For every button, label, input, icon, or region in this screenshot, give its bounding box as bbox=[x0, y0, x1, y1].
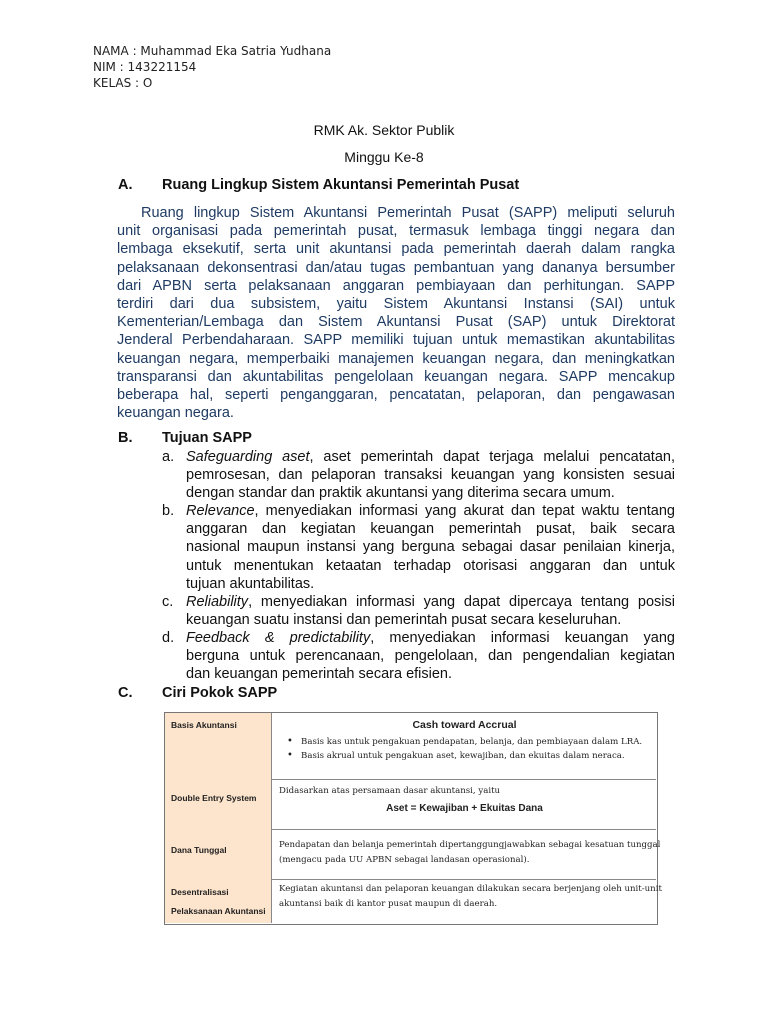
student-name: NAMA : Muhammad Eka Satria Yudhana bbox=[93, 44, 332, 58]
goal-line: untuk menentukan ketaatan terhadap otorisasi anggaran dan untuk bbox=[186, 557, 675, 574]
goal-item-c bbox=[162, 593, 675, 629]
double-entry-label: Double Entry System bbox=[165, 779, 272, 829]
dana-tunggal-content bbox=[273, 829, 661, 879]
basis-title: Cash toward Accrual bbox=[412, 719, 517, 731]
section-c-letter: C. bbox=[118, 685, 133, 701]
section-a-paragraph bbox=[117, 204, 675, 422]
table-text-line: Kegiatan akuntansi dan pelaporan keuangan dilakukan secara berjenjang oleh unit-unit bbox=[279, 884, 662, 894]
table-text-line: (mengacu pada UU APBN sebagai landasan operasional). bbox=[279, 855, 530, 865]
goal-text: , menyediakan informasi yang dapat dipercaya tentang posisi bbox=[248, 594, 675, 610]
double-entry-content bbox=[273, 779, 656, 829]
double-entry-text: Didasarkan atas persamaan dasar akuntansi, yaitu bbox=[279, 786, 501, 796]
desentralisasi-label-line: Desentralisasi bbox=[171, 887, 229, 897]
accounting-equation: Aset = Kewajiban + Ekuitas Dana bbox=[386, 803, 543, 814]
paragraph-line: Kementerian/Lembaga dan Sistem Akuntansi Pusat (SAP) untuk Direktorat bbox=[117, 314, 675, 331]
list-marker: c. bbox=[162, 594, 174, 610]
paragraph-line: dari APBN serta pelaksanaan anggaran pembiayaan dan perhitungan. SAPP bbox=[117, 277, 675, 294]
paragraph-line: terdiri dari dua subsistem, yaitu Sistem Akuntansi Instansi (SAI) untuk bbox=[117, 296, 675, 313]
document-subtitle: Minggu Ke-8 bbox=[344, 149, 424, 165]
basis-bullets bbox=[293, 735, 650, 763]
table-row-dana-tunggal bbox=[165, 829, 661, 880]
basis-content bbox=[273, 713, 656, 779]
document-title: RMK Ak. Sektor Publik bbox=[313, 122, 455, 138]
section-b-heading bbox=[118, 429, 252, 447]
section-a-heading bbox=[118, 176, 519, 194]
goal-term: Reliability bbox=[186, 594, 249, 610]
list-marker: b. bbox=[162, 503, 175, 519]
paragraph-line: unit organisasi pada pemerintah pusat, termasuk lembaga tinggi negara dan bbox=[117, 223, 675, 240]
table-row-basis bbox=[165, 713, 656, 780]
desentralisasi-label-line: Pelaksanaan Akuntansi bbox=[171, 906, 266, 916]
student-nim: NIM : 143221154 bbox=[93, 60, 197, 74]
goal-term: Safeguarding aset bbox=[186, 449, 310, 465]
paragraph-line: Ruang lingkup Sistem Akuntansi Pemerintah Pusat (SAPP) meliputi seluruh bbox=[141, 205, 675, 221]
student-identity bbox=[93, 43, 331, 91]
paragraph-line: beberapa hal, seperti penganggaran, pencatatan, pelaporan, dan pengawasan bbox=[117, 387, 675, 404]
desentralisasi-label bbox=[165, 879, 272, 923]
student-class: KELAS : O bbox=[93, 76, 153, 90]
table-row-double-entry bbox=[165, 779, 656, 830]
table-row-desentralisasi bbox=[165, 879, 662, 923]
goal-line: tujuan akuntabilitas. bbox=[186, 575, 315, 592]
goal-text: , menyediakan informasi yang akurat dan tepat waktu tentang bbox=[254, 503, 675, 519]
paragraph-line: keuangan negara, memperbaiki manajemen keuangan negara, dan meningkatkan bbox=[117, 350, 675, 367]
goal-line: keuangan suatu instansi dan pemerintah pusat secara keseluruhan. bbox=[186, 612, 622, 629]
goal-line: pemrosesan, dan pelaporan transaksi keuangan yang konsisten sesuai bbox=[186, 467, 675, 484]
goal-text: , aset pemerintah dapat terjaga melalui pencatatan, bbox=[309, 449, 675, 465]
goal-term: Relevance bbox=[186, 503, 255, 519]
dana-tunggal-label: Dana Tunggal bbox=[165, 829, 272, 879]
goal-text: , menyediakan informasi keuangan yang bbox=[370, 630, 676, 646]
paragraph-line: pelaksanaan dekonsentrasi dan/atau tugas pembantuan yang dananya bersumber bbox=[117, 259, 675, 276]
goal-item-d bbox=[162, 629, 675, 684]
list-item: • Basis akrual untuk pengakuan aset, kewajiban, dan ekuitas dalam neraca. bbox=[293, 749, 650, 763]
list-marker: a. bbox=[162, 449, 175, 465]
section-c-heading bbox=[118, 684, 277, 702]
goal-line: anggaran dan kegiatan keuangan pemerintah pusat, baik secara bbox=[186, 521, 675, 538]
goal-term: Feedback & predictability bbox=[186, 630, 371, 646]
section-a-letter: A. bbox=[118, 177, 133, 193]
paragraph-line: keuangan negara. bbox=[117, 405, 234, 422]
paragraph-line: transparansi dan akuntabilitas pengelolaan keuangan negara. SAPP mencakup bbox=[117, 368, 675, 385]
goal-line: dan keuangan pemerintah secara efisien. bbox=[186, 666, 453, 683]
desentralisasi-content bbox=[273, 879, 662, 923]
paragraph-line: Jenderal Perbendaharaan. SAPP memiliki tujuan untuk memastikan akuntabilitas bbox=[117, 332, 675, 349]
goal-line: nasional maupun instansi yang berguna sebagai dasar penilaian kinerja, bbox=[186, 539, 675, 556]
section-b-letter: B. bbox=[118, 430, 133, 446]
goal-line: dengan standar dan praktik akuntansi yang diterima secara umum. bbox=[186, 485, 615, 502]
list-marker: d. bbox=[162, 630, 175, 646]
goal-line: berguna untuk perencanaan, pengelolaan, dan pengendalian kegiatan bbox=[186, 648, 675, 665]
section-b-title: Tujuan SAPP bbox=[162, 430, 252, 446]
paragraph-line: lembaga eksekutif, serta unit akuntansi pada pemerintah daerah dalam rangka bbox=[117, 241, 675, 258]
goal-item-a bbox=[162, 448, 675, 503]
sapp-features-table bbox=[164, 712, 662, 925]
section-c-title: Ciri Pokok SAPP bbox=[162, 685, 278, 701]
section-a-title: Ruang Lingkup Sistem Akuntansi Pemerintah Pusat bbox=[162, 177, 520, 193]
table-text-line: akuntansi baik di kantor pusat maupun di daerah. bbox=[279, 899, 498, 909]
table-text-line: Pendapatan dan belanja pemerintah dipertanggungjawabkan sebagai kesatuan tunggal bbox=[279, 840, 661, 850]
list-item: • Basis kas untuk pengakuan pendapatan, belanja, dan pembiayaan dalam LRA. bbox=[293, 735, 650, 749]
goal-item-b bbox=[162, 502, 675, 593]
basis-label: Basis Akuntansi bbox=[165, 713, 272, 779]
